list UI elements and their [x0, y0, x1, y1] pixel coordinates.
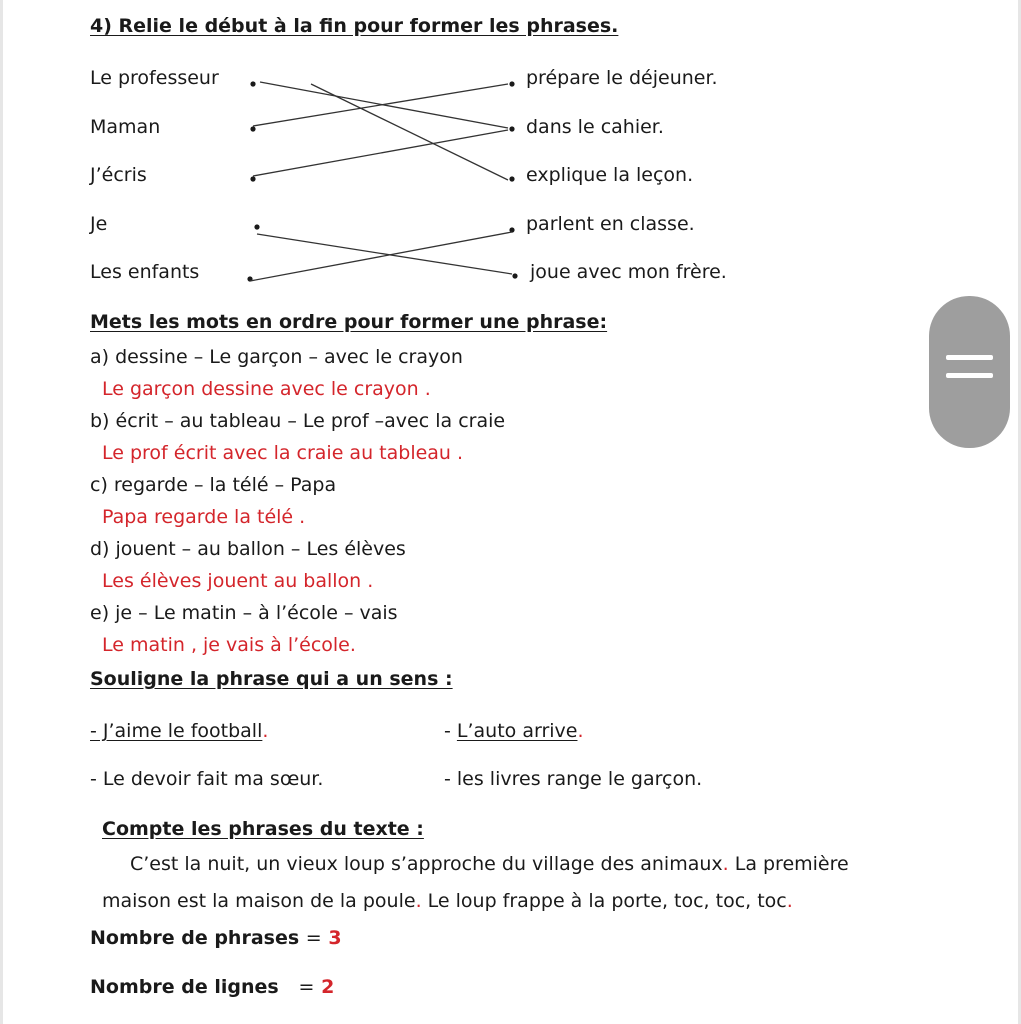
sentence-1-text: - J’aime le football — [90, 720, 263, 742]
link-2-1 — [253, 84, 508, 126]
sentence-2 — [444, 720, 584, 742]
match-right-3: explique la leçon. — [526, 164, 694, 186]
match-left-5: Les enfants — [90, 261, 200, 283]
match-right-2: dans le cahier. — [526, 116, 664, 138]
sentence-2-dash: - — [444, 720, 457, 742]
dot-left-3 — [250, 176, 255, 181]
phrases-value: 3 — [328, 927, 342, 949]
match-left-1: Le professeur — [90, 67, 219, 89]
dot-right-5 — [512, 273, 517, 278]
dot-left-4 — [254, 224, 259, 229]
sentence-1 — [90, 720, 268, 742]
dot-left-1 — [250, 81, 255, 86]
match-right-1: prépare le déjeuner. — [526, 67, 718, 89]
match-right-5: joue avec mon frère. — [530, 261, 727, 283]
match-right-4: parlent en classe. — [526, 213, 695, 235]
ordering-prompt-a: a) dessine – Le garçon – avec le crayon — [90, 346, 463, 368]
text-line-2 — [102, 890, 793, 912]
lignes-count — [90, 976, 334, 998]
link-4-5 — [257, 234, 512, 274]
lignes-label: Nombre de lignes — [90, 976, 279, 998]
lignes-value: 2 — [321, 976, 335, 998]
text-line-1-dot: . — [722, 853, 729, 875]
text-line-2-a: maison est la maison de la poule — [102, 890, 416, 912]
matching-lines — [0, 0, 1021, 300]
phrases-label: Nombre de phrases — [90, 927, 300, 949]
text-line-1-b: La première — [728, 853, 849, 875]
text-line-2-b: Le loup frappe à la porte, toc, toc, toc — [421, 890, 787, 912]
ordering-answer-e: Le matin , je vais à l’école. — [102, 634, 356, 656]
sentence-2-text: L’auto arrive — [456, 720, 578, 742]
underline-title: Souligne la phrase qui a un sens : — [90, 668, 453, 690]
text-line-2-dot-2: . — [786, 890, 793, 912]
ordering-answer-c: Papa regarde la télé . — [102, 506, 306, 528]
sentence-1-dot: . — [262, 720, 269, 742]
link-1-3-partial — [311, 84, 508, 180]
ordering-prompt-c: c) regarde – la télé – Papa — [90, 474, 337, 496]
ordering-prompt-e: e) je – Le matin – à l’école – vais — [90, 602, 398, 624]
match-left-4: Je — [90, 213, 108, 235]
ordering-answer-b: Le prof écrit avec la craie au tableau . — [102, 442, 464, 464]
scroll-handle[interactable] — [929, 296, 1010, 448]
phrases-count — [90, 927, 342, 949]
text-line-1 — [130, 853, 849, 875]
count-title: Compte les phrases du texte : — [102, 818, 424, 840]
sentence-3: - Le devoir fait ma sœur. — [90, 768, 324, 790]
dot-right-3 — [509, 176, 514, 181]
match-left-2: Maman — [90, 116, 161, 138]
link-3-2 — [253, 130, 508, 176]
ordering-answer-a: Le garçon dessine avec le crayon . — [102, 378, 431, 400]
ordering-title: Mets les mots en ordre pour former une phrase: — [90, 311, 608, 333]
dot-right-2 — [509, 126, 514, 131]
lignes-equals: = — [298, 976, 315, 998]
ordering-prompt-b: b) écrit – au tableau – Le prof –avec la craie — [90, 410, 506, 432]
sentence-2-dot: . — [577, 720, 584, 742]
dot-right-1 — [509, 81, 514, 86]
ordering-answer-d: Les élèves jouent au ballon . — [102, 570, 374, 592]
text-line-1-a: C’est la nuit, un vieux loup s’approche du village des animaux — [130, 853, 723, 875]
handle-grip-top — [946, 355, 993, 360]
dot-left-2 — [250, 126, 255, 131]
sentence-4: - les livres range le garçon. — [444, 768, 703, 790]
phrases-equals: = — [305, 927, 322, 949]
match-left-3: J’écris — [90, 164, 147, 186]
handle-grip-bottom — [946, 373, 993, 378]
ordering-prompt-d: d) jouent – au ballon – Les élèves — [90, 538, 406, 560]
match-dots — [247, 81, 517, 281]
exercise4-title: 4) Relie le début à la fin pour former les phrases. — [90, 15, 619, 37]
text-line-2-dot-1: . — [415, 890, 422, 912]
